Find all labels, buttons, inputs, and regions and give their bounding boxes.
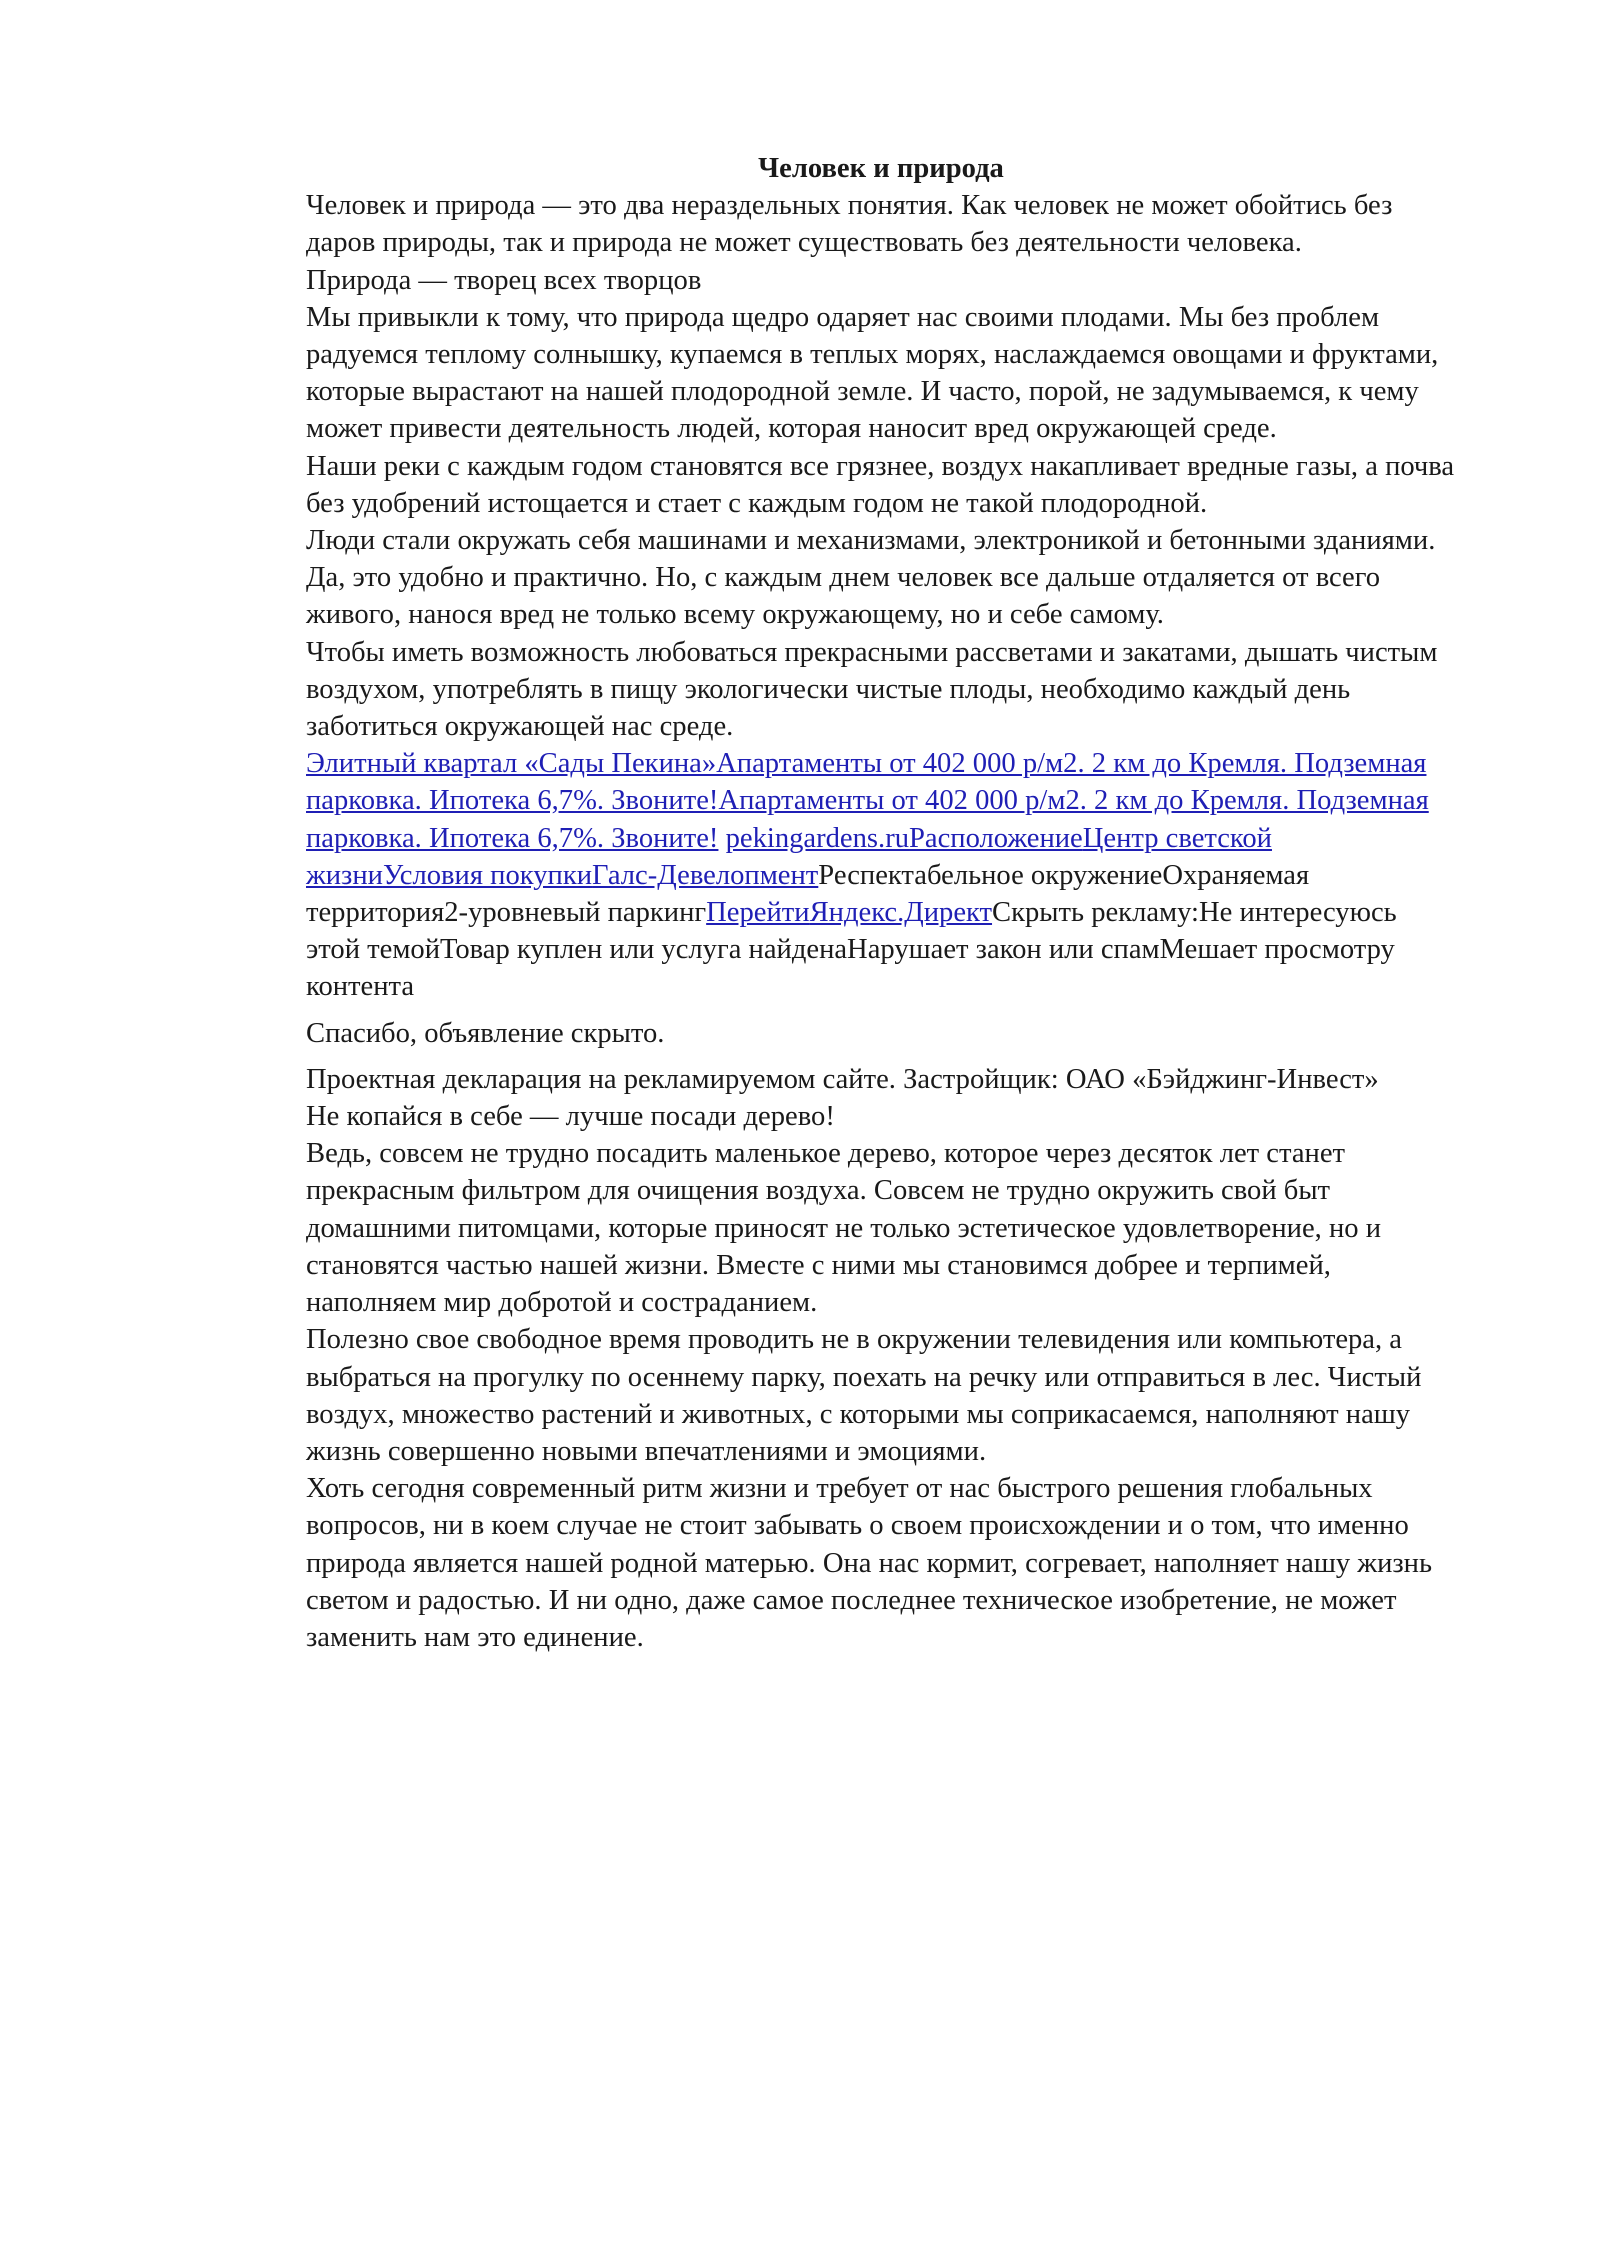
document-title: Человек и природа xyxy=(758,153,1004,184)
paragraph-gifts: Мы привыкли к тому, что природа щедро одаряет нас своими плодами. Мы без проблем радуемся теплому солнышку, купаемся в теплых морях, наслаждаемся овощами и фруктами, которые вырастают на нашей плодородной земле. И часто, порой, не задумываемся, к чему может привести деятельность людей, которая наносит вред окружающей среде. xyxy=(306,301,1439,445)
paragraph-free-time: Полезно свое свободное время проводить не в окружении телевидения или компьютера, а выбраться на прогулку по осеннему парку, поехать на речку или отправиться в лес. Чистый воздух, множество растений и животных, с которыми мы соприкасаемся, наполняют нашу жизнь совершенно новыми впечатлениями и эмоциями. xyxy=(306,1324,1422,1467)
ad-hidden-notice: Спасибо, объявление скрыто. xyxy=(306,1017,665,1049)
ad-go-link[interactable]: Перейти xyxy=(706,897,810,929)
paragraph-care: Чтобы иметь возможность любоваться прекрасными рассветами и закатами, дышать чистым воздухом, употреблять в пищу экологически чистые плоды, необходимо каждый день заботиться окружающей нас среде. xyxy=(306,636,1438,743)
subheading-plant-tree: Не копайся в себе — лучше посади дерево! xyxy=(306,1101,835,1133)
paragraph-pollution: Наши реки с каждым годом становятся все грязнее, воздух накапливает вредные газы, а почва без удобрений истощается и стает с каждым годом не такой плодородной. xyxy=(306,450,1455,519)
paragraph-conclusion: Хоть сегодня современный ритм жизни и требует от нас быстрого решения глобальных вопросов, ни в коем случае не стоит забывать о своем происхождении и о том, что именно природа является нашей родной матерью. Она нас кормит, согревает, наполняет нашу жизнь светом и радостью. И ни одно, даже самое последнее техническое изобретение, не может заменить нам это единение. xyxy=(306,1473,1433,1653)
ad-location-link[interactable]: Расположение xyxy=(909,822,1083,854)
ad-headline-link[interactable]: Элитный квартал «Сады Пекина»Апартаменты от 402 000 р/м2. 2 км до Кремля. Подземная парковка. Ипотека 6,7%. Звоните!Апартаменты от 402 000 р/м2. 2 км до Кремля. Подземная парковка. Ипотека 6,7%. Звоните! xyxy=(306,748,1429,854)
ad-center-link[interactable]: Центр светской жизни xyxy=(306,822,1272,891)
ad-declaration: Проектная декларация на рекламируемом сайте. Застройщик: ОАО «Бэйджинг-Инвест» xyxy=(306,1063,1379,1095)
ad-features-text: Респектабельное окружениеОхраняемая территория2-уровневый паркинг xyxy=(306,859,1310,929)
ad-terms-link[interactable]: Условия покупки xyxy=(382,859,593,891)
paragraph-machines: Люди стали окружать себя машинами и механизмами, электроникой и бетонными зданиями. Да, это удобно и практично. Но, с каждым днем человек все дальше отдаляется от всего живого, нанося вред не только всему окружающему, но и себе самому. xyxy=(306,525,1436,631)
document-page xyxy=(306,150,1456,1656)
paragraph-tree: Ведь, совсем не трудно посадить маленькое дерево, которое через десяток лет станет прекрасным фильтром для очищения воздуха. Совсем не трудно окружить свой быт домашними питомцами, которые приносят не только эстетическое удовлетворение, но и становятся частью нашей жизни. Вместе с ними мы становимся добрее и терпимей, наполняем мир добротой и состраданием. xyxy=(306,1138,1382,1319)
ad-domain-link[interactable]: pekingardens.ru xyxy=(725,822,910,854)
subheading-creator: Природа — творец всех творцов xyxy=(306,264,702,296)
ad-hide-options[interactable]: Скрыть рекламу:Не интересуюсь этой темойТовар куплен или услуга найденаНарушает закон или спамМешает просмотру контента xyxy=(306,897,1397,1003)
ad-developer-link[interactable]: Галс-Девелопмент xyxy=(592,859,819,891)
paragraph-intro: Человек и природа — это два нераздельных понятия. Как человек не может обойтись без даров природы, так и природа не может существовать без деятельности человека. xyxy=(306,190,1393,259)
ad-direct-link[interactable]: Яндекс.Директ xyxy=(809,897,993,929)
ad-block xyxy=(306,745,1456,1005)
